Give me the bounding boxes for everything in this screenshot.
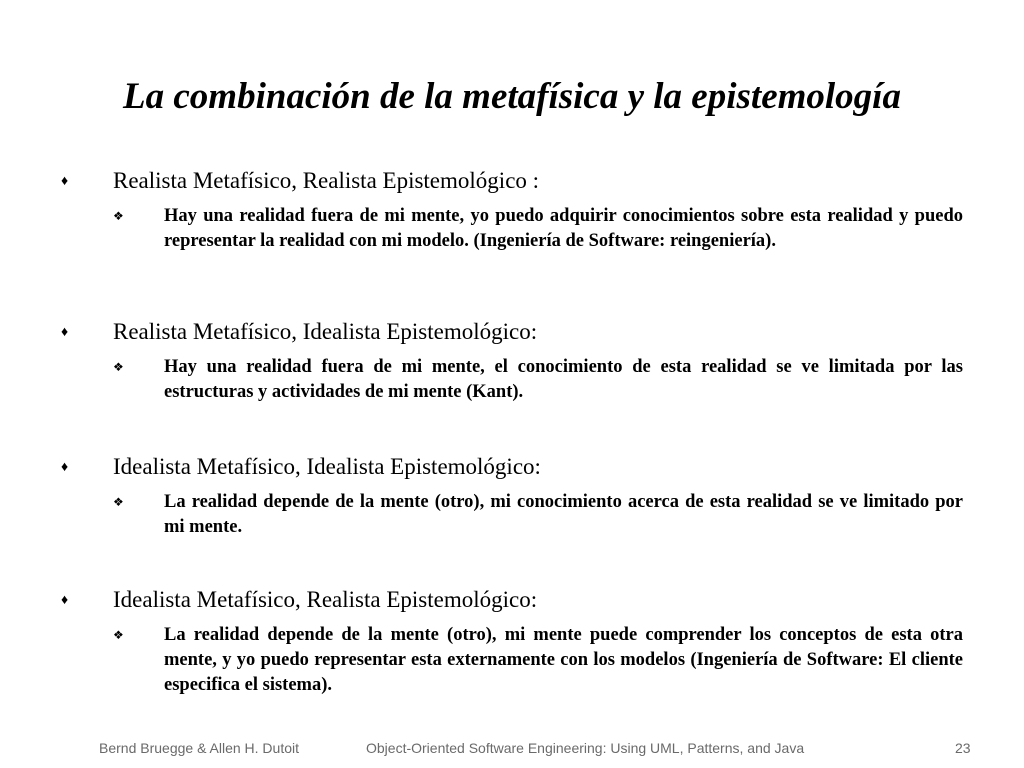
diamond-bullet-icon: ♦	[61, 174, 69, 189]
slide-title: La combinación de la metafísica y la epistemología	[123, 76, 901, 117]
sub-bullet	[113, 623, 963, 698]
sub-bullet-icon: ❖	[113, 209, 124, 223]
bullet-heading: Idealista Metafísico, Idealista Epistemológico:	[113, 454, 541, 479]
bullet-heading: Idealista Metafísico, Realista Epistemológico:	[113, 587, 538, 612]
bullet-heading: Realista Metafísico, Realista Epistemológico :	[113, 168, 540, 193]
bullet-detail: La realidad depende de la mente (otro), mi conocimiento acerca de esta realidad se ve limitado por mi mente.	[164, 492, 963, 537]
bullet-detail: Hay una realidad fuera de mi mente, el conocimiento de esta realidad se ve limitada por las estructuras y actividades de mi mente (Kant).	[164, 357, 963, 402]
bullet-detail: Hay una realidad fuera de mi mente, yo puedo adquirir conocimientos sobre esta realidad y puedo representar la realidad con mi modelo. (Ingeniería de Software: reingeniería).	[164, 206, 963, 251]
sub-bullet-icon: ❖	[113, 360, 124, 374]
diamond-bullet-icon: ♦	[61, 593, 69, 608]
sub-bullet-icon: ❖	[113, 628, 124, 642]
footer-course-title: Object-Oriented Software Engineering: Using UML, Patterns, and Java	[366, 740, 805, 756]
sub-bullet	[113, 355, 963, 405]
bullet-heading: Realista Metafísico, Idealista Epistemológico:	[113, 319, 538, 344]
footer-authors: Bernd Bruegge & Allen H. Dutoit	[99, 740, 300, 756]
page-number: 23	[955, 740, 971, 756]
diamond-bullet-icon: ♦	[61, 325, 69, 340]
diamond-bullet-icon: ♦	[61, 460, 69, 475]
sub-bullet-icon: ❖	[113, 495, 124, 509]
sub-bullet	[113, 204, 963, 254]
sub-bullet	[113, 490, 963, 540]
bullet-detail: La realidad depende de la mente (otro), mi mente puede comprender los conceptos de esta otra mente, y yo puedo representar esta externamente con los modelos (Ingeniería de Software: El cliente especifica el sistema).	[164, 625, 963, 695]
